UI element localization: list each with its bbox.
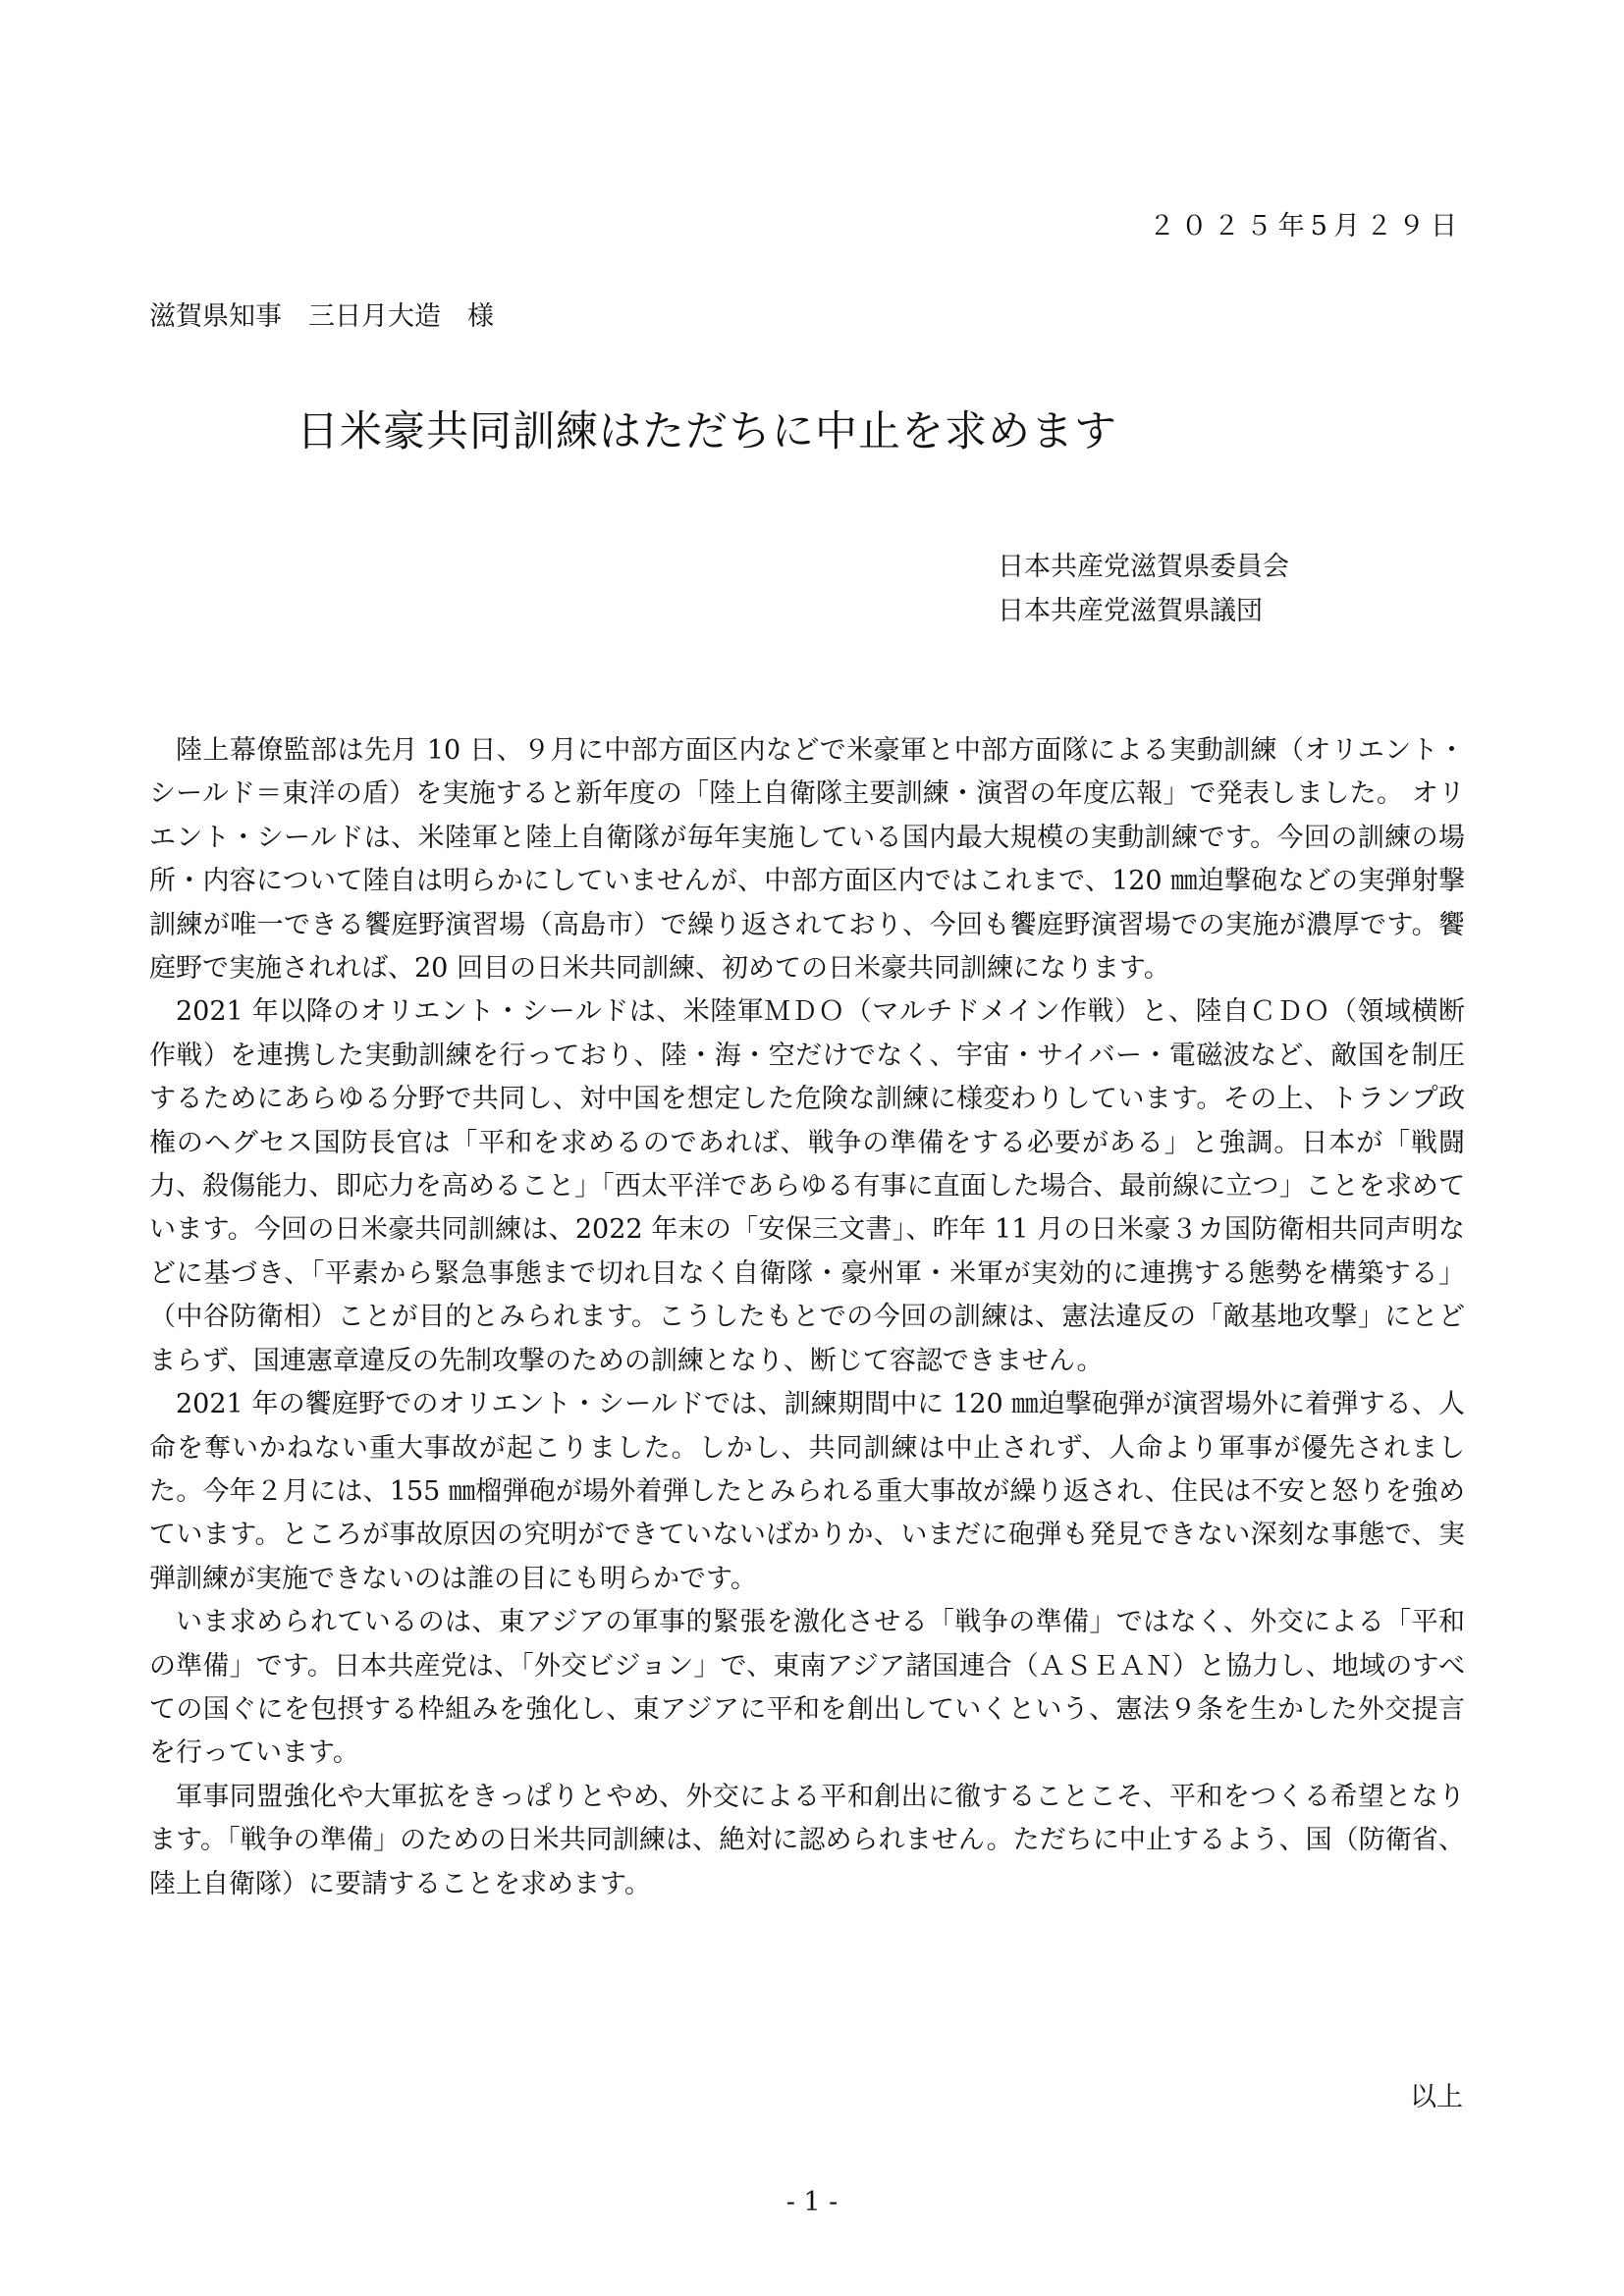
addressee: 滋賀県知事 三日月大造 様 [149,301,494,332]
sender-block [998,545,1289,633]
body-paragraph: いま求められているのは、東アジアの軍事的緊張を激化させる「戦争の準備」ではなく、外交による「平和の準備」です。日本共産党は、「外交ビジョン」で、東南アジア諸国連合（ＡＳＥＡＮ）と協力し、地域のすべての国ぐにを包摂する枠組みを強化し、東アジアに平和を創出していくという、憲法９条を生かした外交提言を行っています。 [149,1607,1465,1769]
document-body [149,729,1465,1906]
document-title: 日米豪共同訓練はただちに中止を求めます [297,407,1117,456]
sender-line: 日本共産党滋賀県委員会 [998,552,1289,582]
document-date: ２０２５年5月２９日 [1148,211,1463,241]
body-paragraph: 軍事同盟強化や大軍拡をきっぱりとやめ、外交による平和創出に徹することこそ、平和をつくる希望となります。「戦争の準備」のための日米共同訓練は、絶対に認められません。ただちに中止するよう、国（防衛省、陸上自衛隊）に要請することを求めます。 [149,1781,1465,1899]
page-number: - 1 - [785,2187,839,2217]
body-paragraph: 2021 年以降のオリエント・シールドは、米陸軍ＭＤＯ（マルチドメイン作戦）と、陸自ＣＤＯ（領域横断作戦）を連携した実動訓練を行っており、陸・海・空だけでなく、宇宙・サイバー・電磁波など、敵国を制圧するためにあらゆる分野で共同し、対中国を想定した危険な訓練に様変わりしています。その上、トランプ政権のヘグセス国防長官は「平和を求めるのであれば、戦争の準備をする必要がある」と強調。日本が「戦闘力、殺傷能力、即応力を高めること」「西太平洋であらゆる有事に直面した場合、最前線に立つ」ことを求めています。今回の日米豪共同訓練は、2022 年末の「安保三文書」、昨年 11 月の日米豪３カ国防衛相共同声明などに基づき、「平素から緊急事態まで切れ目なく自衛隊・豪州軍・米軍が実効的に連携する態勢を構築する」（中谷防衛相）ことが目的とみられます。こうしたもとでの今回の訓練は、憲法違反の「敵基地攻撃」にとどまらず、国連憲章違反の先制攻撃のための訓練となり、断じて容認できません。 [149,996,1465,1376]
closing-mark: 以上 [1410,2082,1463,2112]
sender-line: 日本共産党滋賀県議団 [998,596,1263,626]
body-paragraph: 2021 年の饗庭野でのオリエント・シールドでは、訓練期間中に 120 ㎜迫撃砲弾が演習場外に着弾する、人命を奪いかねない重大事故が起こりました。しかし、共同訓練は中止されず、人命より軍事が優先されました。今年２月には、155 ㎜榴弾砲が場外着弾したとみられる重大事故が繰り返され、住民は不安と怒りを強めています。ところが事故原因の究明ができていないばかりか、いまだに砲弾も発見できない深刻な事態で、実弾訓練が実施できないのは誰の目にも明らかです。 [149,1389,1465,1594]
body-paragraph: 陸上幕僚監部は先月 10 日、９月に中部方面区内などで米豪軍と中部方面隊による実動訓練（オリエント・シールド＝東洋の盾）を実施すると新年度の「陸上自衛隊主要訓練・演習の年度広報」で発表しました。 オリエント・シールドは、米陸軍と陸上自衛隊が毎年実施している国内最大規模の実動訓練です。今回の訓練の場所・内容について陸自は明らかにしていませんが、中部方面区内ではこれまで、120 ㎜迫撃砲などの実弾射撃訓練が唯一できる饗庭野演習場（高島市）で繰り返されており、今回も饗庭野演習場での実施が濃厚です。饗庭野で実施されれば、20 回目の日米共同訓練、初めての日米豪共同訓練になります。 [149,735,1465,985]
